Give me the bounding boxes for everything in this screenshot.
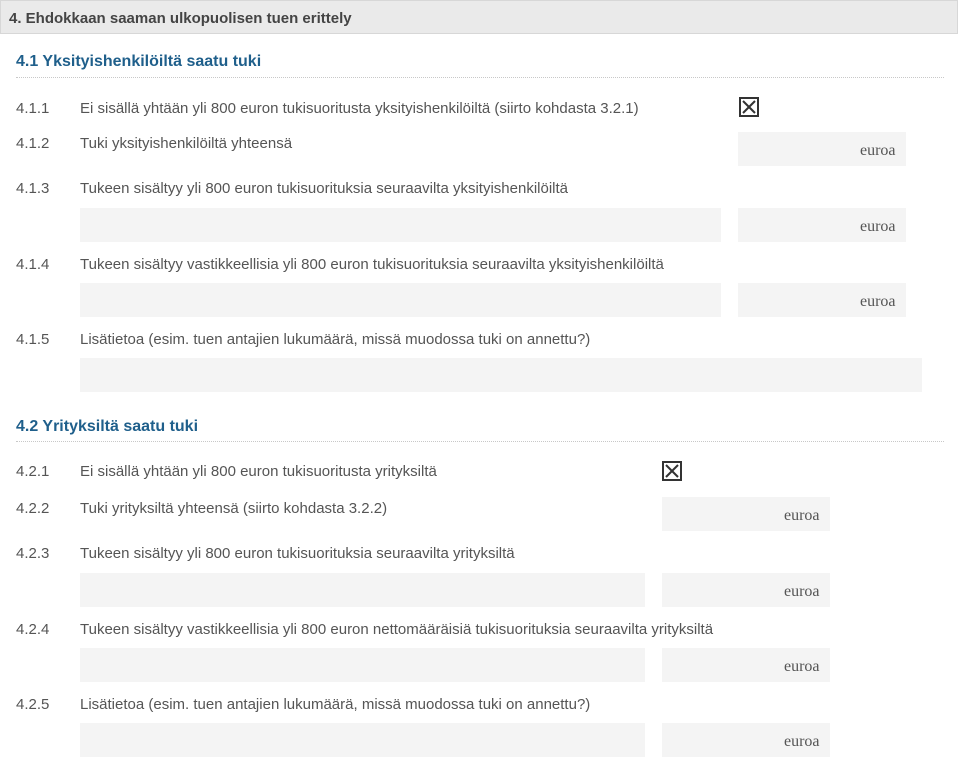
company-large-donors-input[interactable] [80,573,645,607]
row-number: 4.1.3 [16,180,50,197]
row-number: 4.1.4 [16,256,50,273]
row-label: Lisätietoa (esim. tuen antajien lukumäärä, missä muodossa tuki on annettu?) [80,331,591,348]
unit-label: euroa [784,583,820,600]
company-consideration-donors-input[interactable] [80,648,645,682]
section-header [0,0,958,34]
row-label: Tukeen sisältyy yli 800 euron tukisuorituksia seuraavilta yksityishenkilöiltä [80,180,568,197]
row-number: 4.2.2 [16,500,50,517]
row-number: 4.2.5 [16,696,50,713]
no-large-private-donations-checkbox[interactable] [739,97,759,117]
unit-label: euroa [860,142,896,159]
private-large-donors-input[interactable] [80,208,721,242]
section-header-title: 4. Ehdokkaan saaman ulkopuolisen tuen erittely [9,10,352,27]
row-number: 4.1.1 [16,100,50,117]
unit-label: euroa [784,733,820,750]
row-label: Tukeen sisältyy vastikkeellisia yli 800 euron nettomääräisiä tukisuorituksia seuraavilta yrityksiltä [80,621,714,638]
private-additional-info-input[interactable] [80,358,922,392]
row-label: Tuki yrityksiltä yhteensä (siirto kohdasta 3.2.2) [80,500,388,517]
row-label: Ei sisällä yhtään yli 800 euron tukisuoritusta yrityksiltä [80,463,437,480]
checkbox-x-icon [665,464,679,478]
divider [16,77,944,78]
row-number: 4.2.1 [16,463,50,480]
unit-label: euroa [784,507,820,524]
company-additional-info-input[interactable] [80,723,645,757]
unit-label: euroa [860,293,896,310]
row-label: Tuki yksityishenkilöiltä yhteensä [80,135,293,152]
row-label: Ei sisällä yhtään yli 800 euron tukisuoritusta yksityishenkilöiltä (siirto kohdasta 3.2.1) [80,100,639,117]
unit-label: euroa [784,658,820,675]
no-large-company-donations-checkbox[interactable] [662,461,682,481]
row-label: Lisätietoa (esim. tuen antajien lukumäärä, missä muodossa tuki on annettu?) [80,696,591,713]
divider [16,441,944,442]
checkbox-x-icon [742,100,756,114]
subsection-title-private: 4.1 Yksityishenkilöiltä saatu tuki [16,53,262,70]
row-number: 4.2.4 [16,621,50,638]
row-number: 4.1.2 [16,135,50,152]
subsection-title-companies: 4.2 Yrityksiltä saatu tuki [16,418,199,435]
row-label: Tukeen sisältyy vastikkeellisia yli 800 euron tukisuorituksia seuraavilta yksityishenkilöiltä [80,256,664,273]
row-number: 4.1.5 [16,331,50,348]
row-label: Tukeen sisältyy yli 800 euron tukisuorituksia seuraavilta yrityksiltä [80,545,515,562]
private-consideration-donors-input[interactable] [80,283,721,317]
unit-label: euroa [860,218,896,235]
row-number: 4.2.3 [16,545,50,562]
